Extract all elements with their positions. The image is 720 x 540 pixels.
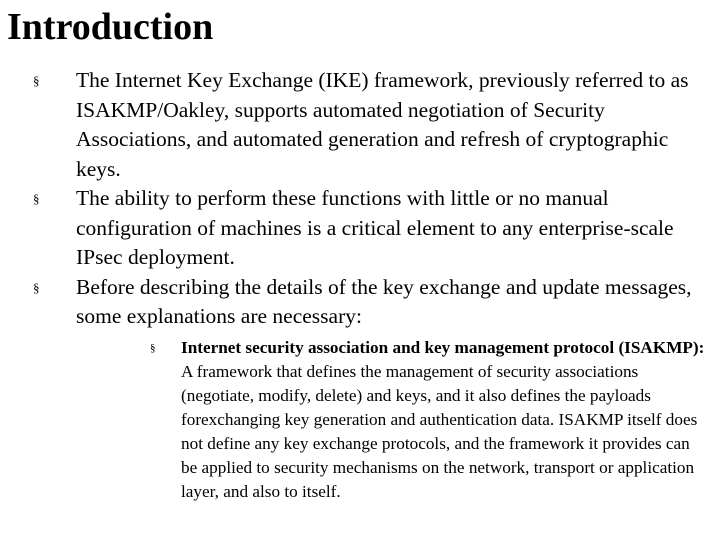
slide-title: Introduction: [7, 6, 214, 48]
bullet-text: Before describing the details of the key exchange and update messages, some explanations are necessary:: [76, 274, 692, 328]
bullet-text: The Internet Key Exchange (IKE) framework, previously referred to as ISAKMP/Oakley, supports automated negotiation of Security Associations, and automated generation and refresh of cryptographic keys.: [76, 68, 689, 181]
bullet-marker-icon: §: [33, 191, 40, 206]
bullet-marker-icon: §: [33, 73, 40, 88]
bullet-list: [0, 66, 720, 504]
sub-bullet-list: [76, 336, 714, 504]
sub-bullet-term: Internet security association and key management protocol (ISAKMP):: [181, 337, 705, 357]
bullet-marker-icon: §: [33, 279, 40, 295]
bullet-item-explanations: [0, 273, 720, 504]
sub-bullet-marker-icon: §: [150, 341, 156, 354]
sub-bullet-item-isakmp: [76, 336, 714, 504]
bullet-text: The ability to perform these functions with little or no manual configuration of machines is a critical element to any enterprise-scale IPsec deployment.: [76, 186, 674, 269]
bullet-item-ability: [0, 184, 720, 273]
sub-bullet-text: A framework that defines the management of security associations (negotiate, modify, delete) and keys, and it also defines the payloads forexchanging key generation and authentication data. ISAKMP itself does not define any key exchange protocols, and the framework it provides can be applied to security mechanisms on the network, transport or application layer, and also to itself.: [181, 361, 698, 501]
bullet-item-ike: [0, 66, 720, 184]
